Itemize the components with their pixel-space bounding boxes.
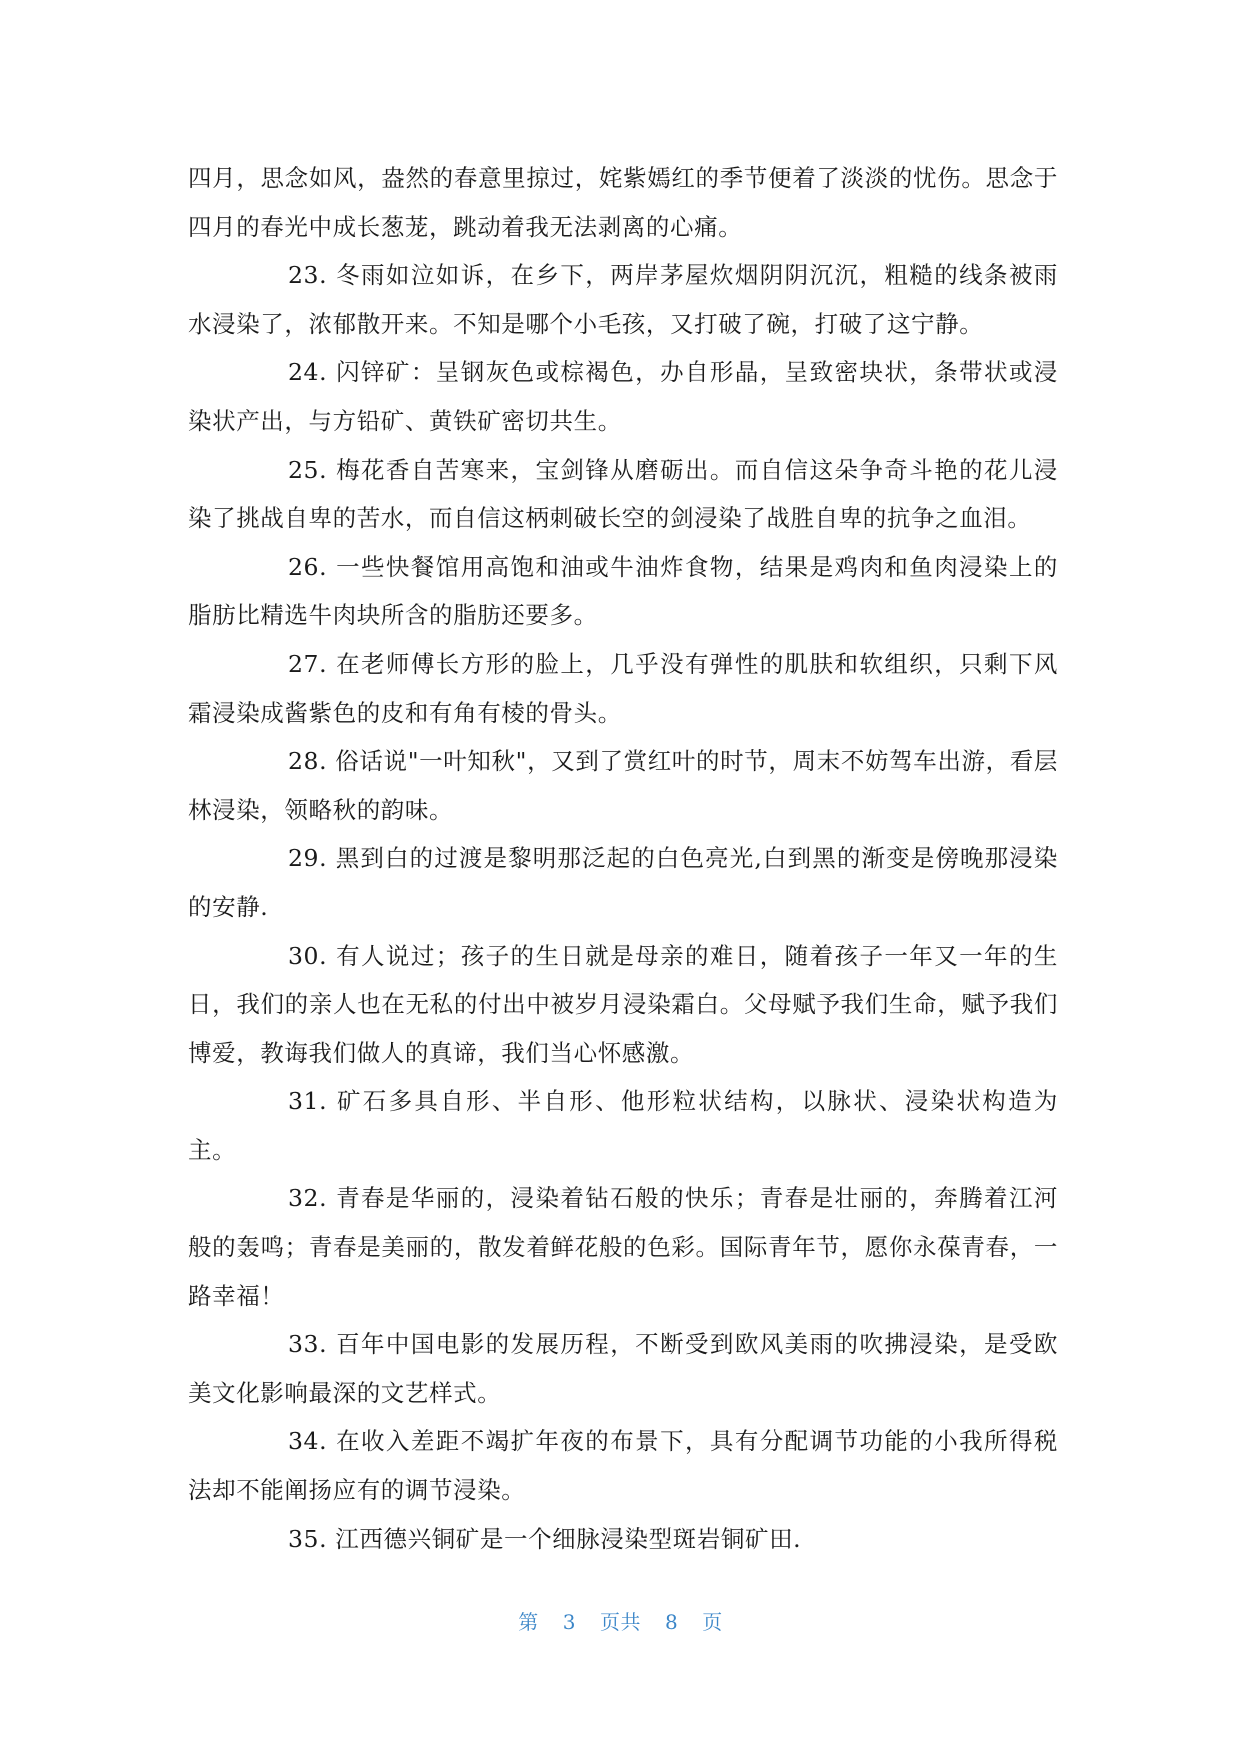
paragraph-number: 32. — [288, 1184, 328, 1213]
footer-current-page: 3 — [562, 1610, 576, 1634]
paragraph-text: 俗话说"一叶知秋"，又到了赏红叶的时节，周末不妨驾车出游，看层林浸染，领略秋的韵味。 — [188, 747, 1058, 824]
paragraph-number: 26. — [288, 552, 328, 581]
paragraph-35 — [188, 1515, 1058, 1564]
paragraph-number: 30. — [288, 941, 328, 970]
paragraph-27 — [188, 640, 1058, 737]
paragraph-text: 梅花香自苦寒来，宝剑锋从磨砺出。而自信这朵争奇斗艳的花儿浸染了挑战自卑的苦水，而自信这柄刺破长空的剑浸染了战胜自卑的抗争之血泪。 — [188, 455, 1058, 533]
paragraph-text: 冬雨如泣如诉，在乡下，两岸茅屋炊烟阴阴沉沉，粗糙的线条被雨水浸染了，浓郁散开来。不知是哪个小毛孩，又打破了碗，打破了这宁静。 — [188, 261, 1058, 338]
footer-label-after: 页 — [702, 1610, 723, 1634]
paragraph-28 — [188, 737, 1058, 834]
paragraph-text: 矿石多具自形、半自形、他形粒状结构，以脉状、浸染状构造为主。 — [188, 1087, 1058, 1164]
paragraph-number: 35. — [288, 1524, 328, 1553]
footer-total-pages: 8 — [665, 1610, 679, 1634]
paragraph-text: 四月，思念如风，盎然的春意里掠过，姹紫嫣红的季节便着了淡淡的忧伤。思念于四月的春光中成长葱茏，跳动着我无法剥离的心痛。 — [188, 164, 1058, 241]
paragraph-text: 黑到白的过渡是黎明那泛起的白色亮光,白到黑的渐变是傍晚那浸染的安静. — [188, 844, 1058, 921]
footer-label-before: 第 — [518, 1610, 539, 1634]
paragraph-number: 31. — [288, 1087, 328, 1116]
paragraph-23 — [188, 251, 1058, 348]
paragraph-25 — [188, 446, 1058, 543]
paragraph-31 — [188, 1077, 1058, 1174]
paragraph-text: 青春是华丽的，浸染着钻石般的快乐；青春是壮丽的，奔腾着江河般的轰鸣；青春是美丽的，散发着鲜花般的色彩。国际青年节，愿你永葆青春，一路幸福！ — [188, 1184, 1058, 1310]
document-body — [188, 154, 1058, 1563]
paragraph-text: 江西德兴铜矿是一个细脉浸染型斑岩铜矿田. — [335, 1524, 802, 1553]
paragraph-32 — [188, 1174, 1058, 1320]
paragraph-number: 34. — [288, 1427, 328, 1456]
page-footer — [0, 1606, 1241, 1635]
paragraph-text: 在收入差距不竭扩年夜的布景下，具有分配调节功能的小我所得税法却不能阐扬应有的调节浸染。 — [188, 1427, 1058, 1505]
paragraph-number: 24. — [288, 358, 328, 387]
paragraph-number: 23. — [288, 261, 328, 290]
paragraph-text: 百年中国电影的发展历程，不断受到欧风美雨的吹拂浸染，是受欧美文化影响最深的文艺样式。 — [188, 1330, 1058, 1407]
paragraph-26 — [188, 543, 1058, 640]
paragraph-number: 33. — [288, 1330, 328, 1359]
paragraph-number: 27. — [288, 649, 328, 678]
paragraph-number: 25. — [288, 455, 328, 484]
paragraph-text: 在老师傅长方形的脸上，几乎没有弹性的肌肤和软组织，只剩下风霜浸染成酱紫色的皮和有角有棱的骨头。 — [188, 649, 1058, 727]
paragraph-33 — [188, 1320, 1058, 1417]
paragraph-24 — [188, 348, 1058, 445]
footer-label-middle: 页共 — [600, 1610, 641, 1634]
paragraph-29 — [188, 834, 1058, 931]
paragraph-text: 一些快餐馆用高饱和油或牛油炸食物，结果是鸡肉和鱼肉浸染上的脂肪比精选牛肉块所含的脂肪还要多。 — [188, 552, 1058, 630]
paragraph-continuation — [188, 154, 1058, 251]
paragraph-number: 28. — [288, 747, 328, 776]
paragraph-30 — [188, 932, 1058, 1078]
paragraph-text: 有人说过；孩子的生日就是母亲的难日，随着孩子一年又一年的生日，我们的亲人也在无私的付出中被岁月浸染霜白。父母赋予我们生命，赋予我们博爱，教诲我们做人的真谛，我们当心怀感激。 — [188, 941, 1058, 1067]
paragraph-number: 29. — [288, 844, 328, 873]
paragraph-text: 闪锌矿：呈钢灰色或棕褐色，办自形晶，呈致密块状，条带状或浸染状产出，与方铅矿、黄铁矿密切共生。 — [188, 358, 1058, 435]
paragraph-34 — [188, 1417, 1058, 1514]
